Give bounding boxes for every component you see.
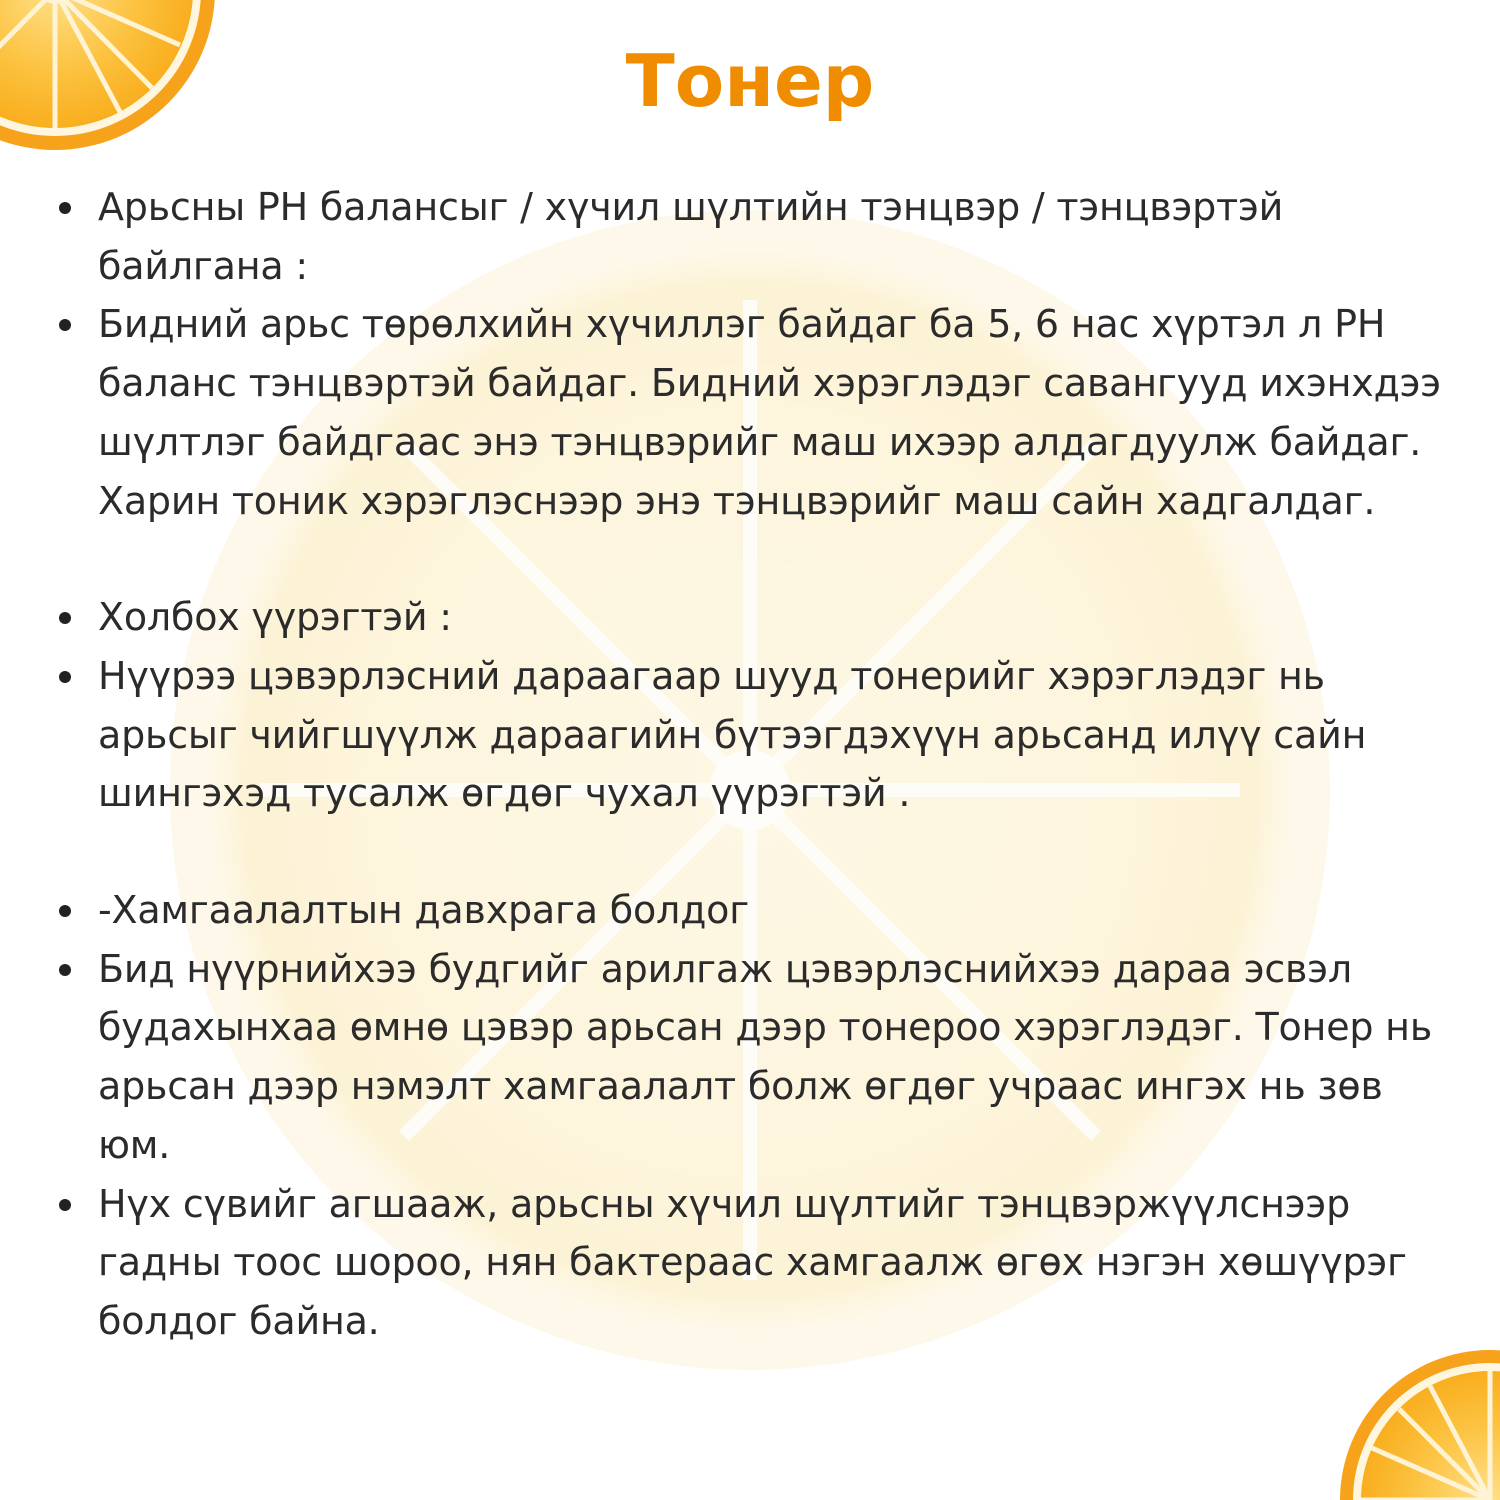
bullet-list: [54, 178, 1454, 1351]
list-item: [54, 881, 1454, 940]
bullet-dot-icon: [59, 202, 71, 214]
list-item: [54, 178, 1454, 295]
list-item-text: Бидний арьс төрөлхийн хүчиллэг байдаг ба 5, 6 нас хүртэл л PH баланс тэнцвэртэй байдаг. Бидний хэрэглэдэг савангууд ихэнхдээ шүлтлэг байдгаас энэ тэнцвэрийг маш ихээр алдагдуулж байдаг. Харин тоник хэрэглэснээр энэ тэнцвэрийг маш сайн хадгалдаг.: [98, 302, 1441, 523]
list-item: [54, 1175, 1454, 1351]
list-item: [54, 940, 1454, 1175]
list-item-text: Нүх сүвийг агшааж, арьсны хүчил шүлтийг тэнцвэржүүлснээр гадны тоос шороо, нян бактераас хамгаалж өгөх нэгэн хөшүүрэг болдог байна.: [98, 1181, 1407, 1343]
list-item-text: Холбох үүрэгтэй :: [98, 595, 452, 640]
orange-slice-bottom-right-icon: [1340, 1350, 1500, 1500]
bullet-dot-icon: [59, 905, 71, 917]
content-area: [54, 178, 1454, 1351]
list-item: [54, 295, 1454, 530]
page-title: Тонер: [625, 39, 875, 123]
bullet-dot-icon: [59, 612, 71, 624]
bullet-dot-icon: [59, 671, 71, 683]
list-item-text: Нүүрээ цэвэрлэсний дараагаар шууд тонерийг хэрэглэдэг нь арьсыг чийгшүүлж дараагийн бүтээгдэхүүн арьсанд илүү сайн шингэхэд тусалж өгдөг чухал үүрэгтэй .: [98, 653, 1367, 816]
list-item: [54, 647, 1454, 823]
bullet-dot-icon: [59, 319, 71, 331]
bullet-dot-icon: [59, 1199, 71, 1211]
list-item: [54, 588, 1454, 647]
list-item-text: Арьсны PH балансыг / хүчил шүлтийн тэнцвэр / тэнцвэртэй байлгана :: [98, 185, 1284, 288]
bullet-dot-icon: [59, 964, 71, 976]
list-item-text: Бид нүүрнийхээ будгийг арилгаж цэвэрлэснийхээ дараа эсвэл будахынхаа өмнө цэвэр арьсан дээр тонероо хэрэглэдэг. Тонер нь арьсан дээр нэмэлт хамгаалалт болж өгдөг учраас ингэх нь зөв юм.: [98, 946, 1433, 1167]
list-item-text: -Хамгаалалтын давхрага болдог: [98, 888, 749, 933]
